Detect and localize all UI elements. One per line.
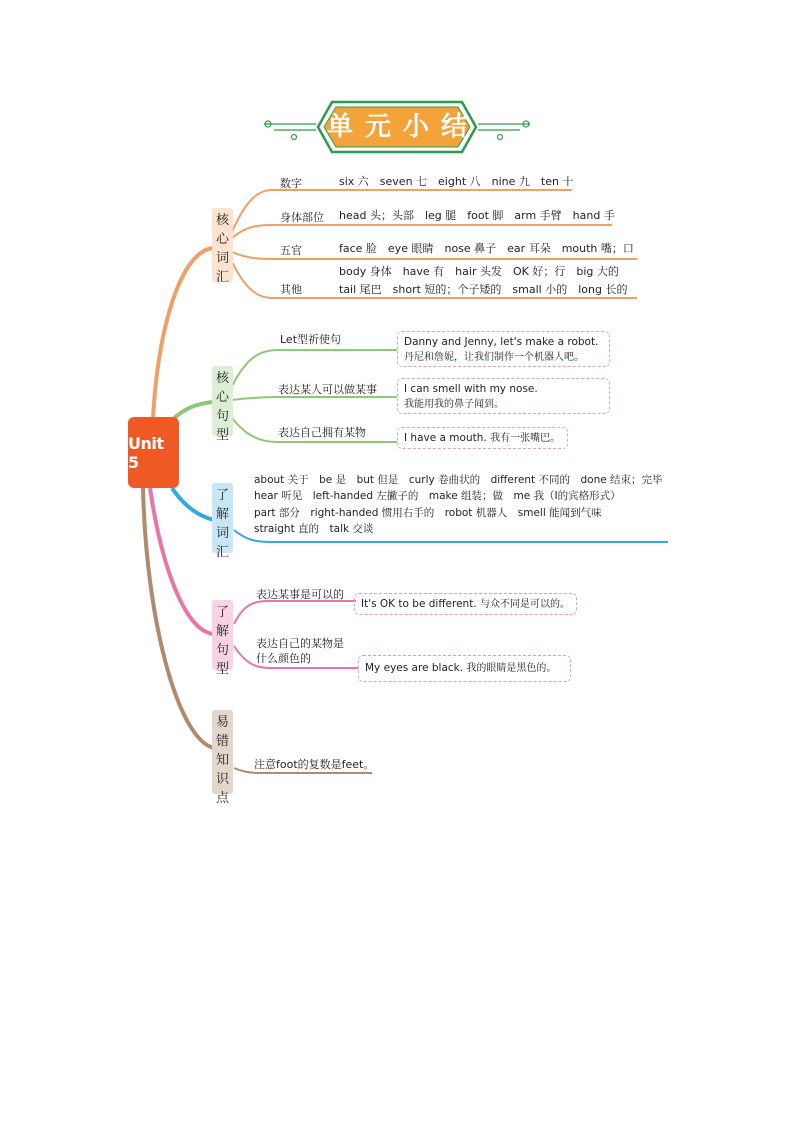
vocab-core-row-items: face 脸 eye 眼睛 nose 鼻子 ear 耳朵 mouth 嘴；口: [339, 242, 634, 255]
vocab-core-row-name: 五官: [280, 244, 302, 257]
sentence-cn: 丹尼和詹妮，让我们制作一个机器人吧。: [404, 352, 584, 363]
vocab-core-row-items: body 身体 have 有 hair 头发 OK 好；行 big 大的: [339, 265, 619, 278]
mistakes-note: 注意foot的复数是feet。: [254, 758, 375, 771]
branch-vocab-core-line-2: [232, 225, 612, 238]
sentence-en: Danny and Jenny, let's make a robot.: [404, 336, 599, 348]
vocab-know-line: straight 直的 talk 交谈: [254, 523, 374, 535]
sentence-know-example-box: [354, 593, 577, 615]
vocab-core-row-items: head 头；头部 leg 腿 foot 脚 arm 手臂 hand 手: [339, 209, 615, 222]
category-sentence-core: 核心句型: [212, 366, 233, 436]
sentence-cn: 我有一张嘴巴。: [490, 433, 561, 444]
branch-sentence-core-line-2: [232, 397, 397, 400]
branch-vocab-know-trunk: [172, 488, 214, 520]
sentence-know-row-name: 什么颜色的: [256, 652, 311, 665]
sentence-core-row-name: 表达某人可以做某事: [278, 383, 377, 396]
vocab-core-row-name: 其他: [280, 283, 302, 296]
sentence-know-row-name: 表达某事是可以的: [256, 588, 344, 601]
category-mistakes: 易错知识点: [212, 710, 233, 794]
sentence-core-example-box: [397, 331, 610, 367]
sentence-cn: 我的眼睛是黑色的。: [466, 663, 557, 674]
vocab-core-row-items: six 六 seven 七 eight 八 nine 九 ten 十: [339, 175, 574, 188]
sentence-en: It's OK to be different.: [361, 598, 477, 610]
sentence-core-example-box: [397, 427, 568, 449]
vocab-know-line: hear 听见 left-handed 左撇子的 make 组装；做 me 我（I的宾格形式）: [254, 490, 621, 502]
sentence-cn: 与众不同是可以的。: [480, 599, 571, 610]
branch-mistakes-trunk: [143, 488, 214, 748]
sentence-core-row-name: 表达自己拥有某物: [278, 426, 366, 439]
vocab-core-row-items: tail 尾巴 short 短的；个子矮的 small 小的 long 长的: [339, 283, 628, 296]
sentence-cn: 我能用我的鼻子闻到。: [404, 399, 504, 410]
vocab-core-row-name: 身体部位: [280, 211, 324, 224]
page-title: 单元小结: [326, 112, 479, 142]
category-sentence-know: 了解句型: [212, 600, 233, 670]
branch-sentence-core-trunk: [172, 402, 212, 420]
branch-vocab-core-trunk: [153, 248, 214, 418]
sentence-en: I have a mouth.: [404, 432, 487, 444]
vocab-know-line: part 部分 right-handed 惯用右手的 robot 机器人 smell 能闻到气味: [254, 507, 602, 519]
category-vocab-core: 核心词汇: [212, 208, 233, 282]
branch-sentence-know-line-1: [234, 601, 356, 624]
sentence-core-example-box: [397, 378, 610, 414]
vocab-core-row-name: 数字: [280, 177, 302, 190]
vocab-know-line: about 关于 be 是 but 但是 curly 卷曲状的 different 不同的 done 结束；完毕: [254, 474, 663, 486]
branch-sentence-know-trunk: [150, 488, 214, 634]
sentence-en: I can smell with my nose.: [404, 383, 538, 395]
sentence-know-row-name: 表达自己的某物是: [256, 637, 344, 650]
sentence-core-row-name: Let型祈使句: [280, 333, 342, 346]
category-vocab-know: 了解词汇: [212, 483, 233, 553]
sentence-know-example-box: [358, 655, 571, 682]
sentence-en: My eyes are black.: [365, 662, 464, 674]
center-node-unit: Unit 5: [128, 417, 179, 488]
